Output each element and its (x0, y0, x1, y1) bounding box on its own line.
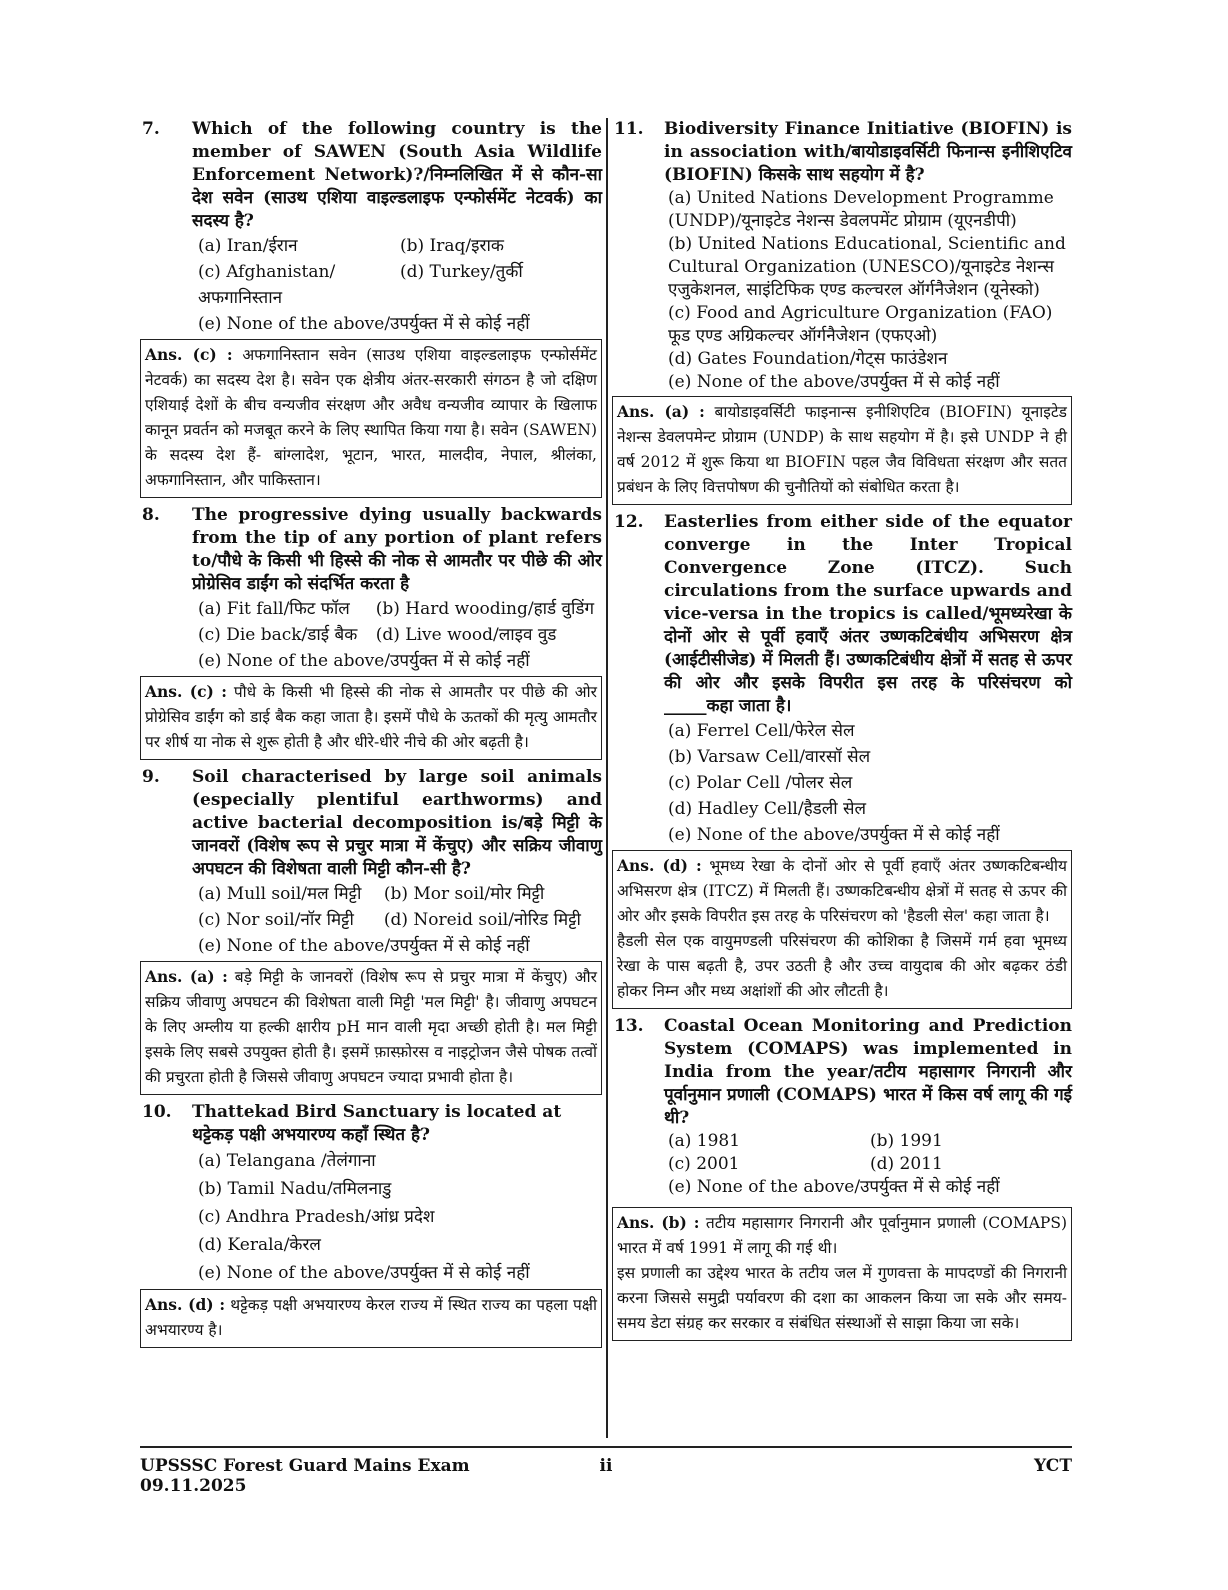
option-b: (b) Tamil Nadu/तमिलनाडु (198, 1179, 392, 1199)
answer-text: थट्टेकड़ पक्षी अभयारण्य केरल राज्य में स्थित राज्य का पहला पक्षी अभयारण्य है। (145, 1296, 597, 1339)
question-9 (140, 766, 602, 1095)
answer-box (612, 1207, 1072, 1341)
answer-box (612, 396, 1072, 505)
answer-box (612, 850, 1072, 1009)
option-e: (e) None of the above/उपर्युक्त में से कोई नहीं (198, 651, 530, 671)
option-a: (a) Telangana /तेलंगाना (198, 1151, 376, 1171)
footer-brand: YCT (1033, 1456, 1072, 1476)
right-column (612, 118, 1072, 1347)
answer-text: बायोडाइवर्सिटी फाइनान्स इनीशिएटिव (BIOFIN) यूनाइटेड नेशन्स डेवलपमेन्ट प्रोग्राम (UNDP) के साथ सहयोग में है। इसे UNDP ने ही वर्ष 2012 में शुरू किया था BIOFIN पहल जैव विविधता संरक्षण और सतत प्रबंधन के लिए वित्तपोषण की चुनौतियों को संबोधित करता है। (617, 403, 1067, 496)
option-b: (b) Hard wooding/हार्ड वुडिंग (375, 599, 595, 619)
answer-label: Ans. (c) : (145, 345, 233, 364)
question-text: Easterlies from either side of the equator converge in the Inter Tropical Convergence Zone (ITCZ). Such circulations from the surface upwards and vice-versa in the tropics is called/भूमध्यरेखा के दोनों ओर से पूर्वी हवाएँ अंतर उष्णकटिबंधीय अभिसरण क्षेत्र (आईटीसीजेड) में मिलती हैं। उष्णकटिबंधीय क्षेत्रों में सतह से ऊपर की ओर और इसके विपरीत इस तरह के परिसंचरण को _____कहा जाता है। (664, 512, 1072, 716)
answer-box (140, 961, 602, 1095)
option-c: (c) Andhra Pradesh/आंध्र प्रदेश (198, 1207, 435, 1227)
option-d: (d) Gates Foundation/गेट्स फाउंडेशन (668, 349, 948, 369)
question-number: 7. (142, 119, 160, 139)
option-a: (a) United Nations Development Programme (UNDP)/यूनाइटेड नेशन्स डेवलपमेंट प्रोग्राम (यूएनडीपी) (668, 188, 1054, 231)
option-d: (d) Noreid soil/नोरिड मिट्टी (383, 910, 581, 930)
answer-label: Ans. (d) : (617, 856, 702, 875)
question-text: Which of the following country is the member of SAWEN (South Asia Wildlife Enforcement Network)?/निम्नलिखित में से कौन-सा देश सवेन (साउथ एशिया वाइल्डलाइफ एन्फोर्समेंट नेटवर्क) का सदस्य है? (192, 119, 602, 231)
option-e: (e) None of the above/उपर्युक्त में से कोई नहीं (668, 372, 1000, 392)
option-b: (b) 1991 (870, 1131, 943, 1151)
question-number: 13. (614, 1016, 644, 1036)
question-text: Soil characterised by large soil animals (especially plentiful earthworms) and active bacterial decomposition is/बड़े मिट्टी के जानवरों (विशेष रूप से प्रचुर मात्रा में केंचुए) और सक्रिय जीवाणु अपघटन की विशेषता वाली मिट्टी कौन-सी है? (192, 767, 602, 879)
question-11 (612, 118, 1072, 505)
answer-text: पौधे के किसी भी हिस्से की नोक से आमतौर पर पीछे की ओर प्रोग्रेसिव डाईंग को डाई बैक कहा जाता है। इसमें पौधे के ऊतकों की मृत्यु आमतौर पर शीर्ष या नोक से शुरू होती है और धीरे-धीरे नीचे की ओर बढ़ती है। (145, 683, 597, 751)
option-a: (a) Iran/ईरान (198, 236, 298, 256)
answer-text: भूमध्य रेखा के दोनों ओर से पूर्वी हवाएँ अंतर उष्णकटिबन्धीय अभिसरण क्षेत्र (ITCZ) में मिलती हैं। उष्णकटिबन्धीय क्षेत्रों में सतह से ऊपर की ओर और इसके विपरीत इस तरह के परिसंचरण को 'हैडली सेल' कहा जाता है। (617, 857, 1068, 925)
option-d: (d) Kerala/केरल (198, 1235, 321, 1255)
option-c: (c) Die back/डाई बैक (198, 625, 358, 645)
footer-page-number: ii (599, 1456, 613, 1476)
answer-label: Ans. (d) : (145, 1295, 226, 1314)
option-b: (b) Varsaw Cell/वारसॉ सेल (668, 747, 871, 767)
option-d: (d) Live wood/लाइव वुड (375, 625, 557, 645)
answer-text-continued: हैडली सेल एक वायुमण्डली परिसंचरण की कोशिका है जिसमें गर्म हवा भूमध्य रेखा के पास बढ़ती है, उपर उठती है और उच्च वायुदाब की ओर बढ़कर ठंडी होकर निम्न और मध्य अक्षांशों की ओर लौटती है। (617, 932, 1067, 1000)
option-c: (c) Afghanistan/अफगानिस्तान (198, 262, 336, 308)
option-b: (b) Iraq/इराक (400, 236, 504, 256)
option-e: (e) None of the above/उपर्युक्त में से कोई नहीं (668, 1177, 1000, 1197)
option-e: (e) None of the above/उपर्युक्त में से कोई नहीं (668, 825, 1000, 845)
question-number: 11. (614, 119, 644, 139)
column-divider (606, 118, 608, 1438)
answer-box (140, 1289, 602, 1348)
option-c: (c) Food and Agriculture Organization (FAO) फूड एण्ड अग्रिकल्चर ऑर्गनैजेशन (एफएओ) (668, 303, 1053, 346)
question-number: 9. (142, 767, 160, 787)
option-e: (e) None of the above/उपर्युक्त में से कोई नहीं (198, 1263, 530, 1283)
answer-label: Ans. (a) : (617, 402, 705, 421)
option-a: (a) Mull soil/मल मिट्टी (198, 884, 362, 904)
answer-text: तटीय महासागर निगरानी और पूर्वानुमान प्रणाली (COMAPS) भारत में वर्ष 1991 में लागू की गई थी। (617, 1214, 1067, 1257)
option-b: (b) United Nations Educational, Scientific and Cultural Organization (UNESCO)/यूनाइटेड नेशन्स एजुकेशनल, साइंटिफिक एण्ड कल्चरल ऑर्गनैजेशन (यूनेस्को) (668, 234, 1066, 300)
option-d: (d) Turkey/तुर्की (400, 262, 523, 282)
option-a: (a) Fit fall/फिट फॉल (198, 599, 350, 619)
option-b: (b) Mor soil/मोर मिट्टी (383, 884, 545, 904)
page-footer (140, 1446, 1072, 1496)
option-c: (c) 2001 (668, 1154, 740, 1174)
question-text: The progressive dying usually backwards from the tip of any portion of plant refers to/पौधे के किसी भी हिस्से की नोक से आमतौर पर पीछे की ओर प्रोग्रेसिव डाईंग को संदर्भित करता है (192, 505, 602, 594)
question-text: Thattekad Bird Sanctuary is located at थट्टेकड़ पक्षी अभयारण्य कहाँ स्थित है? (192, 1102, 562, 1145)
question-13 (612, 1015, 1072, 1341)
answer-text: बड़े मिट्टी के जानवरों (विशेष रूप से प्रचुर मात्रा में केंचुए) और सक्रिय जीवाणु अपघटन की विशेषता वाली मिट्टी 'मल मिट्टी' है। जीवाणु अपघटन के लिए अम्लीय या हल्की क्षारीय pH मान वाली मृदा अच्छी होती है। मल मिट्टी इसके लिए सबसे उपयुक्त होती है। इसमें फ़ास्फ़ोरस व नाइट्रोजन जैसे पोषक तत्वों की प्रचुरता होती है जिससे जीवाणु अपघटन ज्यादा प्रभावी होता है। (145, 968, 597, 1086)
question-10 (140, 1101, 602, 1348)
answer-box (140, 676, 602, 760)
question-number: 10. (142, 1102, 172, 1122)
answer-label: Ans. (b) : (617, 1213, 700, 1232)
option-a: (a) 1981 (668, 1131, 741, 1151)
question-number: 12. (614, 512, 644, 532)
answer-text: अफगानिस्तान सवेन (साउथ एशिया वाइल्डलाइफ एन्फोर्समेंट नेटवर्क) का सदस्य देश है। सवेन एक क्षेत्रीय अंतर-सरकारी संगठन है जो दक्षिण एशियाई देशों के बीच वन्यजीव संरक्षण और अवैध वन्यजीव व्यापार के खिलाफ कानून प्रवर्तन को मजबूत करने के लिए स्थापित किया गया है। सवेन (SAWEN) के सदस्य देश हैं- बांग्लादेश, भूटान, भारत, मालदीव, नेपाल, श्रीलंका, अफगानिस्तान, और पाकिस्तान। (145, 346, 597, 489)
question-text: Coastal Ocean Monitoring and Prediction System (COMAPS) was implemented in India from the year/तटीय महासागर निगरानी और पूर्वानुमान प्रणाली (COMAPS) भारत में किस वर्ष लागू की गई थी? (664, 1016, 1072, 1128)
option-a: (a) Ferrel Cell/फेरेल सेल (668, 721, 855, 741)
option-e: (e) None of the above/उपर्युक्त में से कोई नहीं (198, 314, 530, 334)
question-12 (612, 511, 1072, 1009)
option-e: (e) None of the above/उपर्युक्त में से कोई नहीं (198, 936, 530, 956)
question-text: Biodiversity Finance Initiative (BIOFIN) is in association with/बायोडाइवर्सिटी फिनान्स इनीशिएटिव (BIOFIN) किसके साथ सहयोग में है? (664, 119, 1072, 185)
answer-box (140, 339, 602, 498)
left-column (140, 118, 602, 1354)
question-7 (140, 118, 602, 498)
question-number: 8. (142, 505, 160, 525)
question-8 (140, 504, 602, 760)
answer-label: Ans. (c) : (145, 682, 227, 701)
footer-exam-title: UPSSSC Forest Guard Mains Exam 09.11.2025 (140, 1456, 470, 1496)
option-d: (d) Hadley Cell/हैडली सेल (668, 799, 867, 819)
option-c: (c) Nor soil/नॉर मिट्टी (198, 910, 354, 930)
answer-text-continued: इस प्रणाली का उद्देश्य भारत के तटीय जल में गुणवत्ता के मापदण्डों की निगरानी करना जिससे समुद्री पर्यावरण की दशा का आकलन किया जा सके और समय-समय डेटा संग्रह कर सरकार व संबंधित संस्थाओं से साझा किया जा सके। (617, 1264, 1067, 1332)
option-c: (c) Polar Cell /पोलर सेल (668, 773, 853, 793)
answer-label: Ans. (a) : (145, 967, 228, 986)
option-d: (d) 2011 (870, 1154, 943, 1174)
